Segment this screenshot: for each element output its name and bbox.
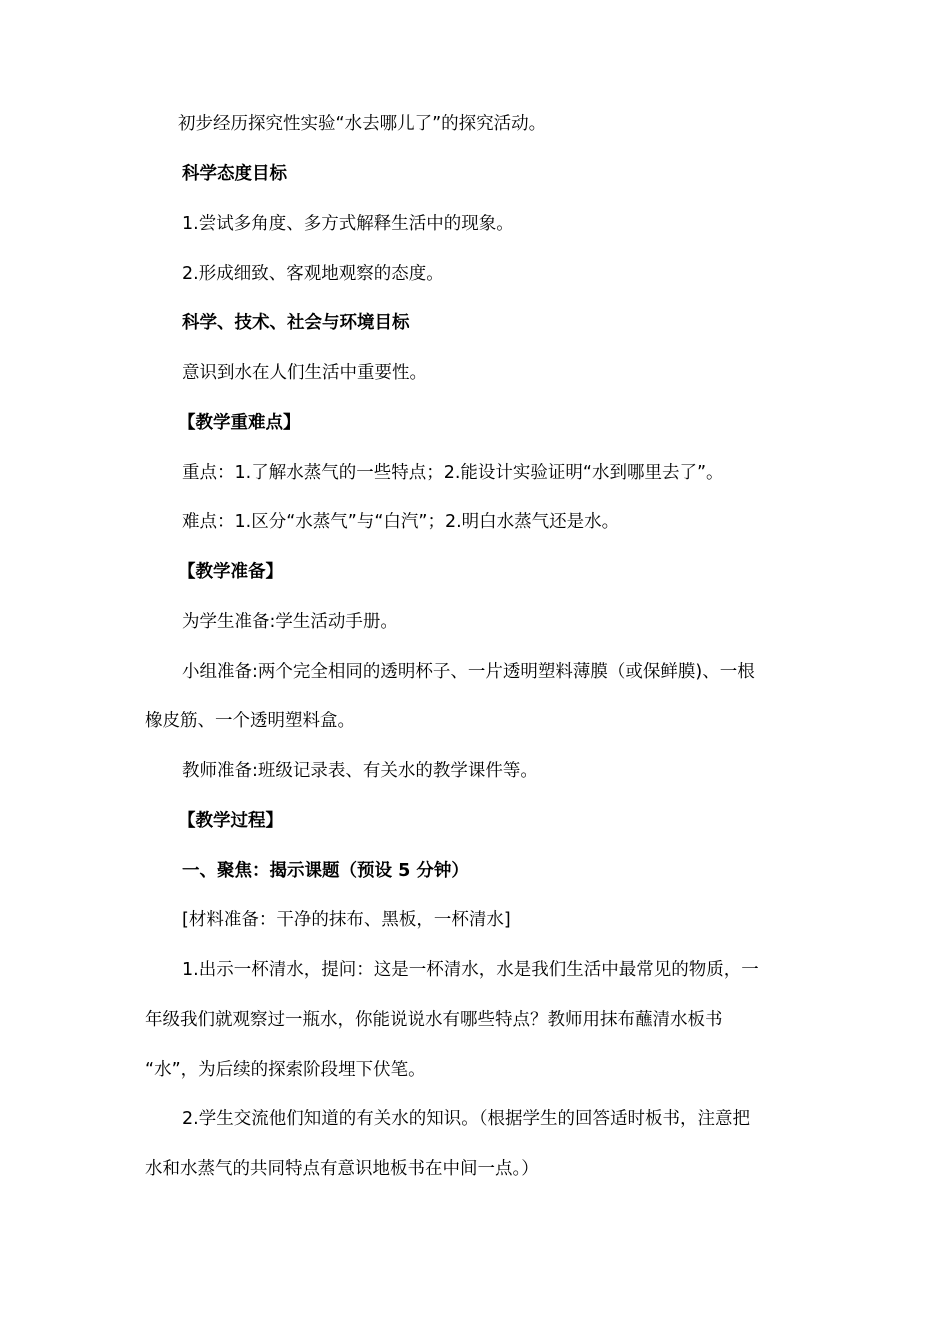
paragraph-line: “水”，为后续的探索阶段埋下伏笔。 <box>145 1060 426 1080</box>
paragraph-line: 1.尝试多角度、多方式解释生活中的现象。 <box>182 214 514 234</box>
paragraph-line: 1.出示一杯清水，提问：这是一杯清水，水是我们生活中最常见的物质，一 <box>182 960 759 980</box>
section-heading: 一、聚焦：揭示课题（预设 5 分钟） <box>182 861 469 881</box>
paragraph-line: 水和水蒸气的共同特点有意识地板书在中间一点。） <box>145 1159 539 1179</box>
paragraph-line: 难点：1.区分“水蒸气”与“白汽”；2.明白水蒸气还是水。 <box>182 512 620 532</box>
paragraph-line: 重点：1.了解水蒸气的一些特点；2.能设计实验证明“水到哪里去了”。 <box>182 463 724 483</box>
section-heading: 【教学重难点】 <box>178 413 301 433</box>
section-heading: 科学态度目标 <box>182 164 287 184</box>
paragraph-line: 为学生准备:学生活动手册。 <box>182 612 398 632</box>
paragraph-line: 橡皮筋、一个透明塑料盒。 <box>145 711 355 731</box>
section-heading: 【教学过程】 <box>178 811 283 831</box>
paragraph-line: 2.学生交流他们知道的有关水的知识。（根据学生的回答适时板书，注意把 <box>182 1109 750 1129</box>
paragraph-line: 教师准备:班级记录表、有关水的教学课件等。 <box>182 761 538 781</box>
section-heading: 科学、技术、社会与环境目标 <box>182 313 410 333</box>
paragraph-line: 2.形成细致、客观地观察的态度。 <box>182 264 444 284</box>
section-heading: 【教学准备】 <box>178 562 283 582</box>
paragraph-line: 小组准备:两个完全相同的透明杯子、一片透明塑料薄膜（或保鲜膜)、一根 <box>182 662 755 682</box>
paragraph-line: 初步经历探究性实验“水去哪儿了”的探究活动。 <box>178 114 547 134</box>
paragraph-line: 年级我们就观察过一瓶水，你能说说水有哪些特点？教师用抹布蘸清水板书 <box>145 1010 723 1030</box>
paragraph-line: 意识到水在人们生活中重要性。 <box>182 363 427 383</box>
paragraph-line: [材料准备：干净的抹布、黑板，一杯清水] <box>182 910 511 930</box>
